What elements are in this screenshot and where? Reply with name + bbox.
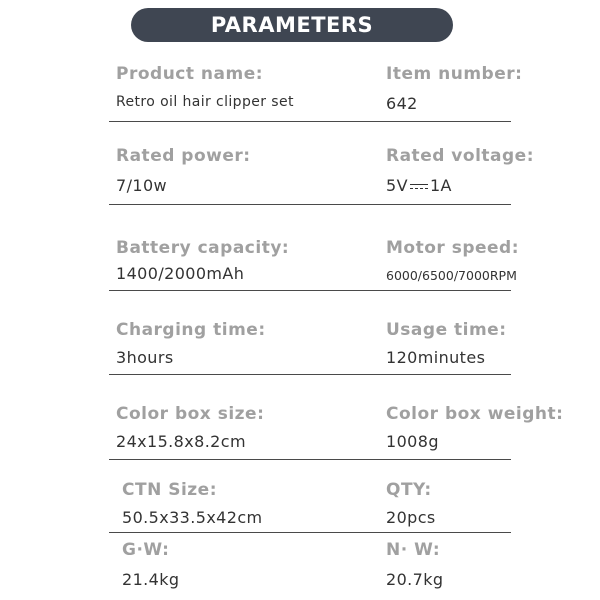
divider-row-2 xyxy=(109,204,511,205)
item-number-value: 642 xyxy=(386,94,418,113)
rated-voltage-prefix: 5V xyxy=(386,176,408,195)
battery-capacity-value: 1400/2000mAh xyxy=(116,264,245,283)
color-box-size-value: 24x15.8x8.2cm xyxy=(116,432,246,451)
qty-label: QTY: xyxy=(386,480,432,500)
divider-row-3 xyxy=(109,290,511,291)
usage-time-label: Usage time: xyxy=(386,320,507,340)
divider-row-5 xyxy=(109,459,511,460)
charging-time-label: Charging time: xyxy=(116,320,266,340)
color-box-size-label: Color box size: xyxy=(116,404,265,424)
net-weight-label: N· W: xyxy=(386,540,441,560)
rated-voltage-suffix: 1A xyxy=(429,176,452,195)
rated-power-value: 7/10w xyxy=(116,176,168,195)
motor-speed-label: Motor speed: xyxy=(386,238,520,258)
parameters-title: PARAMETERS xyxy=(210,13,374,37)
product-name-value: Retro oil hair clipper set xyxy=(116,94,294,110)
usage-time-value: 120minutes xyxy=(386,348,486,367)
charging-time-value: 3hours xyxy=(116,348,174,367)
color-box-weight-value: 1008g xyxy=(386,432,439,451)
rated-voltage-value xyxy=(386,176,452,195)
qty-value: 20pcs xyxy=(386,508,436,527)
color-box-weight-label: Color box weight: xyxy=(386,404,564,424)
divider-row-4 xyxy=(109,374,511,375)
ctn-size-label: CTN Size: xyxy=(122,480,218,500)
motor-speed-value: 6000/6500/7000RPM xyxy=(386,268,517,283)
ctn-size-value: 50.5x33.5x42cm xyxy=(122,508,263,527)
gross-weight-value: 21.4kg xyxy=(122,570,180,589)
divider-row-6 xyxy=(109,532,511,533)
parameters-header xyxy=(131,8,453,42)
dc-current-icon xyxy=(410,182,428,192)
item-number-label: Item number: xyxy=(386,64,523,84)
rated-voltage-label: Rated voltage: xyxy=(386,146,534,166)
battery-capacity-label: Battery capacity: xyxy=(116,238,290,258)
divider-row-1 xyxy=(109,121,511,122)
gross-weight-label: G·W: xyxy=(122,540,170,560)
product-name-label: Product name: xyxy=(116,64,264,84)
net-weight-value: 20.7kg xyxy=(386,570,444,589)
rated-power-label: Rated power: xyxy=(116,146,251,166)
